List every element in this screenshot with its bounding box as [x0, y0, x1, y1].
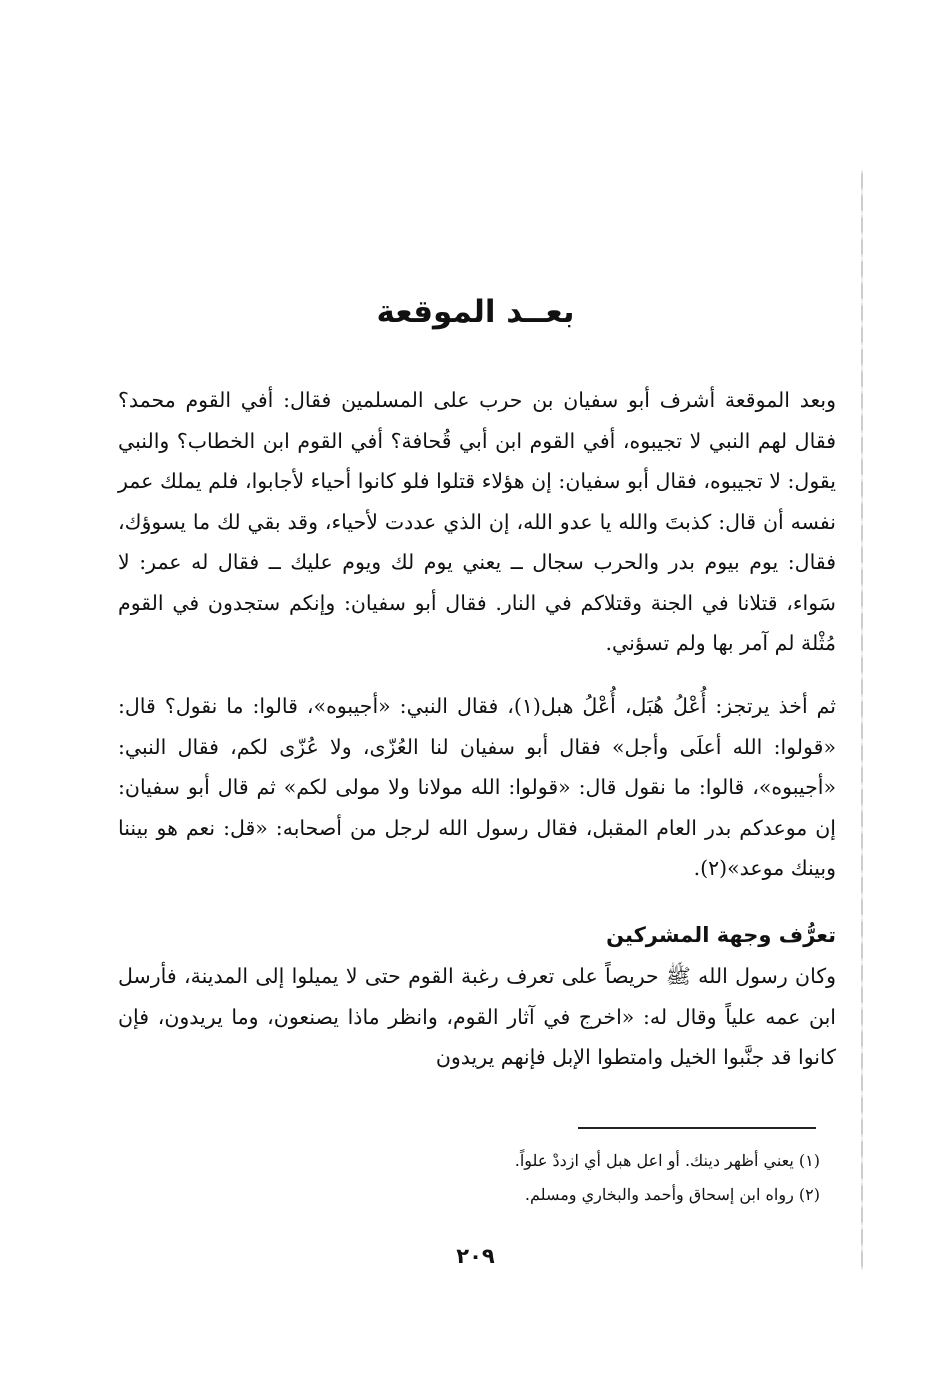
scan-margin-dots [861, 170, 863, 1270]
paragraph-ali-sent-out: وكان رسول الله ﷺ حريصاً على تعرف رغبة القوم حتى لا يميلوا إلى المدينة، فأرسل ابن عمه علياً وقال له: «اخرج في آثار القوم، وانظر ماذا يصنعون، وما يريدون، فإن كانوا قد جنَّبوا الخيل وامتطوا الإبل فإنهم يريدون [118, 964, 836, 1069]
paragraph-abu-sufyan-speech: وبعد الموقعة أشرف أبو سفيان بن حرب على المسلمين فقال: أفي القوم محمد؟ فقال لهم النبي لا تجيبوه، أفي القوم ابن أبي قُحافة؟ أفي القوم ابن الخطاب؟ والنبي يقول: لا تجيبوه، فقال أبو سفيان: إن هؤلاء قتلوا فلو كانوا أحياء لأجابوا، فلم يملك عمر نفسه أن قال: كذبتَ والله يا عدو الله، إن الذي عددت لأحياء، وقد بقي لك ما يسوؤك، فقال: يوم بيوم بدر والحرب سجال ــ يعني يوم لك ويوم عليك ــ فقال له عمر: لا سَواء، قتلانا في الجنة وقتلاكم في النار. فقال أبو سفيان: وإنكم ستجدون في القوم مُثْلة لم آمر بها ولم تسؤني. [118, 388, 836, 655]
footnote-2: (٢) رواه ابن إسحاق وأحمد والبخاري ومسلم. [524, 1185, 820, 1204]
section-subheading: تعرُّف وجهة المشركين [606, 923, 836, 947]
page-number: ٢٠٩ [456, 1244, 495, 1268]
footnote-1: (١) يعني أظهر دينك. أو اعل هبل أي ازددْ علواً. [514, 1151, 820, 1170]
footnote-divider [578, 1127, 816, 1129]
paragraph-hubal-chant: ثم أخذ يرتجز: أُعْلُ هُبَل، أُعْلُ هبل(١)، فقال النبي: «أجيبوه»، قالوا: ما نقول؟ قال: «قولوا: الله أعلَى وأجل» فقال أبو سفيان لنا العُزّى، ولا عُزّى لكم، فقال النبي: «أجيبوه»، قالوا: ما نقول قال: «قولوا: الله مولانا ولا مولى لكم» ثم قال أبو سفيان: إن موعدكم بدر العام المقبل، فقال رسول الله لرجل من أصحابه: «قل: نعم هو بيننا وبينك موعد»(٢). [118, 694, 836, 880]
chapter-title: بعــد الموقعة [376, 294, 575, 330]
